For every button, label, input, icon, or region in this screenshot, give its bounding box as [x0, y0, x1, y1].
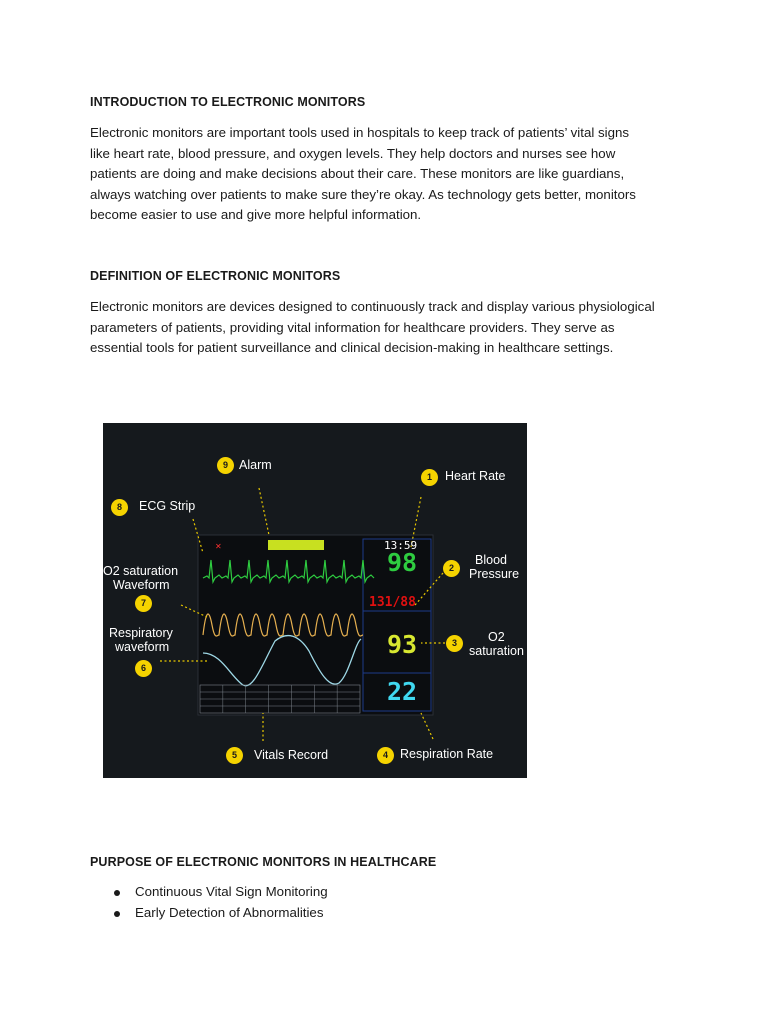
monitor-heart-rate-value: 98 [387, 548, 418, 577]
badge-1: 1 [421, 469, 438, 486]
label-resp-waveform-line2: waveform [115, 640, 170, 654]
label-blood-pressure-line2: Pressure [469, 567, 520, 581]
intro-line-1: Electronic monitors are important tools used in hospitals to keep track of patients’ vital signs [90, 125, 630, 140]
label-o2-waveform-line1: O2 saturation [103, 564, 179, 578]
intro-line-5: become easier to use and give more helpful information. [90, 207, 422, 223]
badge-2: 2 [443, 560, 460, 577]
alarm-mark: ✕ [215, 542, 222, 551]
label-respiration-rate: Respiration Rate [400, 747, 494, 761]
definition-line-3: essential tools for patient surveillance and clinical decision-making in healthcare settings. [90, 340, 614, 356]
monitor-spo2-value: 93 [387, 630, 418, 659]
label-o2-saturation-line2: saturation [469, 644, 524, 658]
label-heart-rate: Heart Rate [445, 469, 506, 483]
label-alarm: Alarm [239, 458, 272, 472]
patient-monitor-figure [103, 423, 527, 778]
label-o2-saturation-line1: O2 [488, 630, 505, 644]
monitor-resp-rate-value: 22 [387, 677, 418, 706]
badge-7: 7 [135, 595, 152, 612]
label-blood-pressure-line1: Blood [475, 553, 507, 567]
purpose-list [112, 884, 328, 926]
definition-line-1: Electronic monitors are devices designed to continuously track and display various physiological [90, 299, 655, 314]
badge-8: 8 [111, 499, 128, 516]
list-item [112, 884, 328, 905]
definition-paragraph [90, 297, 690, 359]
leader-alarm [259, 488, 269, 535]
section-heading-purpose: PURPOSE OF ELECTRONIC MONITORS IN HEALTHCARE [90, 855, 437, 869]
alarm-bar [268, 540, 324, 550]
definition-line-2: parameters of patients, providing vital information for healthcare providers. They serve as [90, 319, 615, 335]
section-heading-introduction: INTRODUCTION TO ELECTRONIC MONITORS [90, 95, 366, 109]
badge-4: 4 [377, 747, 394, 764]
label-o2-waveform-line2: Waveform [113, 578, 170, 592]
list-item-text: Early Detection of Abnormalities [135, 905, 324, 920]
label-ecg-strip: ECG Strip [139, 499, 196, 513]
badge-9: 9 [217, 457, 234, 474]
badge-5: 5 [226, 747, 243, 764]
bullet-icon [114, 911, 120, 917]
intro-line-3: patients are doing and make decisions about their care. These monitors are like guardians, [90, 166, 625, 182]
intro-line-4: always watching over patients to make sure they’re okay. As technology gets better, monitors [90, 186, 636, 202]
section-heading-definition: DEFINITION OF ELECTRONIC MONITORS [90, 269, 341, 283]
list-item [112, 905, 328, 926]
label-vitals-record: Vitals Record [254, 748, 329, 762]
badge-6: 6 [135, 660, 152, 677]
list-item-text: Continuous Vital Sign Monitoring [135, 884, 328, 899]
intro-paragraph [90, 123, 690, 226]
intro-line-2: like heart rate, blood pressure, and oxygen levels. They help doctors and nurses see how [90, 145, 616, 161]
leader-respiration-rate [421, 713, 433, 739]
monitor-clock: 13:59 [384, 539, 418, 552]
bullet-icon [114, 890, 120, 896]
label-resp-waveform-line1: Respiratory [109, 626, 173, 640]
monitor-blood-pressure-value: 131/88 [369, 595, 416, 610]
badge-3: 3 [446, 635, 463, 652]
